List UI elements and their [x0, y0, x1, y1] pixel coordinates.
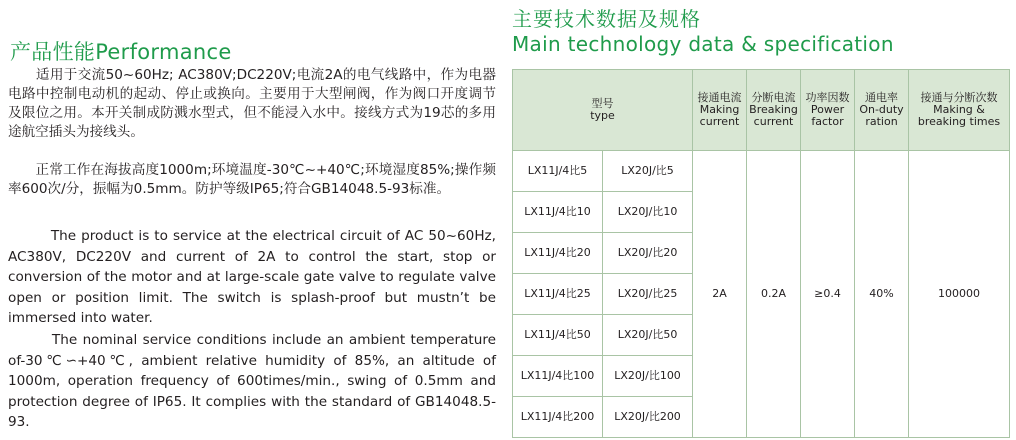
header-power-cn: 功率因数 [805, 91, 850, 104]
model-lx11: LX11J/4比100 [513, 356, 603, 397]
header-duty-cn: 通电率 [865, 91, 899, 104]
spec-table [512, 69, 1010, 438]
header-duty-en: On-duty ration [859, 103, 904, 128]
header-making-en: Making current [699, 103, 740, 128]
model-lx11: LX11J/4比10 [513, 192, 603, 233]
model-lx20: LX20J/比200 [603, 397, 693, 438]
header-making-cn: 接通电流 [697, 91, 742, 104]
performance-paragraph-en-2: The nominal service conditions include an ambient temperature of-30℃∽+40℃, ambient relative humidity of 85%, an altitude of 1000m, operation frequency of 600times/min., swing of 0.5mm and protection degree of IP65. It complies with the standard of GB14048.5-93. [8, 332, 496, 430]
making-current-value: 2A [693, 151, 747, 438]
performance-title: 产品性能Performance [10, 40, 232, 64]
model-lx20: LX20J/比50 [603, 315, 693, 356]
header-type-en: type [590, 109, 615, 122]
header-breaking-current [747, 70, 801, 151]
header-making-breaking-times [909, 70, 1010, 151]
power-factor-value: ≥0.4 [801, 151, 855, 438]
header-power-en: Power factor [810, 103, 845, 128]
model-lx11: LX11J/4比20 [513, 233, 603, 274]
header-power-factor [801, 70, 855, 151]
model-lx11: LX11J/4比25 [513, 274, 603, 315]
model-lx20: LX20J/比5 [603, 151, 693, 192]
performance-paragraph-cn-2: 正常工作在海拔高度1000m;环境温度-30℃~+40℃;环境湿度85%;操作频率600次/分，振幅为0.5mm。防护等级IP65;符合GB14048.5-93标准。 [8, 162, 496, 197]
table-row [513, 151, 1010, 192]
performance-paragraph-en-1: The product is to service at the electrical circuit of AC 50~60Hz, AC380V, DC220V and current of 2A to control the start, stop or conversion of the motor and at large-scale gate valve to regulate valve open or position limit. The switch is splash-proof but mustn’t be immersed into water. [8, 228, 496, 326]
spec-title-en: Main technology data & specification [512, 32, 894, 56]
header-times-en: Making & breaking times [917, 103, 1001, 128]
model-lx20: LX20J/比100 [603, 356, 693, 397]
spec-title-cn: 主要技术数据及规格 [512, 7, 701, 31]
header-type-cn: 型号 [591, 97, 614, 110]
model-lx11: LX11J/4比200 [513, 397, 603, 438]
model-lx20: LX20J/比20 [603, 233, 693, 274]
header-breaking-cn: 分断电流 [751, 91, 796, 104]
header-on-duty-ration [855, 70, 909, 151]
making-breaking-times-value: 100000 [909, 151, 1010, 438]
model-lx11: LX11J/4比50 [513, 315, 603, 356]
model-lx11: LX11J/4比5 [513, 151, 603, 192]
header-making-current [693, 70, 747, 151]
header-type [513, 70, 693, 151]
model-lx20: LX20J/比10 [603, 192, 693, 233]
performance-paragraph-cn-1: 适用于交流50~60Hz; AC380V;DC220V;电流2A的电气线路中，作为电器电路中控制电动机的起动、停止或换向。主要用于大型闸阀，作为阀口开度调节及限位之用。本开关制成防溅水型式，但不能浸入水中。接线方式为19芯的多用途航空插头为接线头。 [8, 67, 496, 140]
header-breaking-en: Breaking current [749, 103, 798, 128]
model-lx20: LX20J/比25 [603, 274, 693, 315]
spec-table-header [513, 70, 1010, 151]
breaking-current-value: 0.2A [747, 151, 801, 438]
on-duty-ration-value: 40% [855, 151, 909, 438]
header-times-cn: 接通与分断次数 [920, 91, 998, 104]
